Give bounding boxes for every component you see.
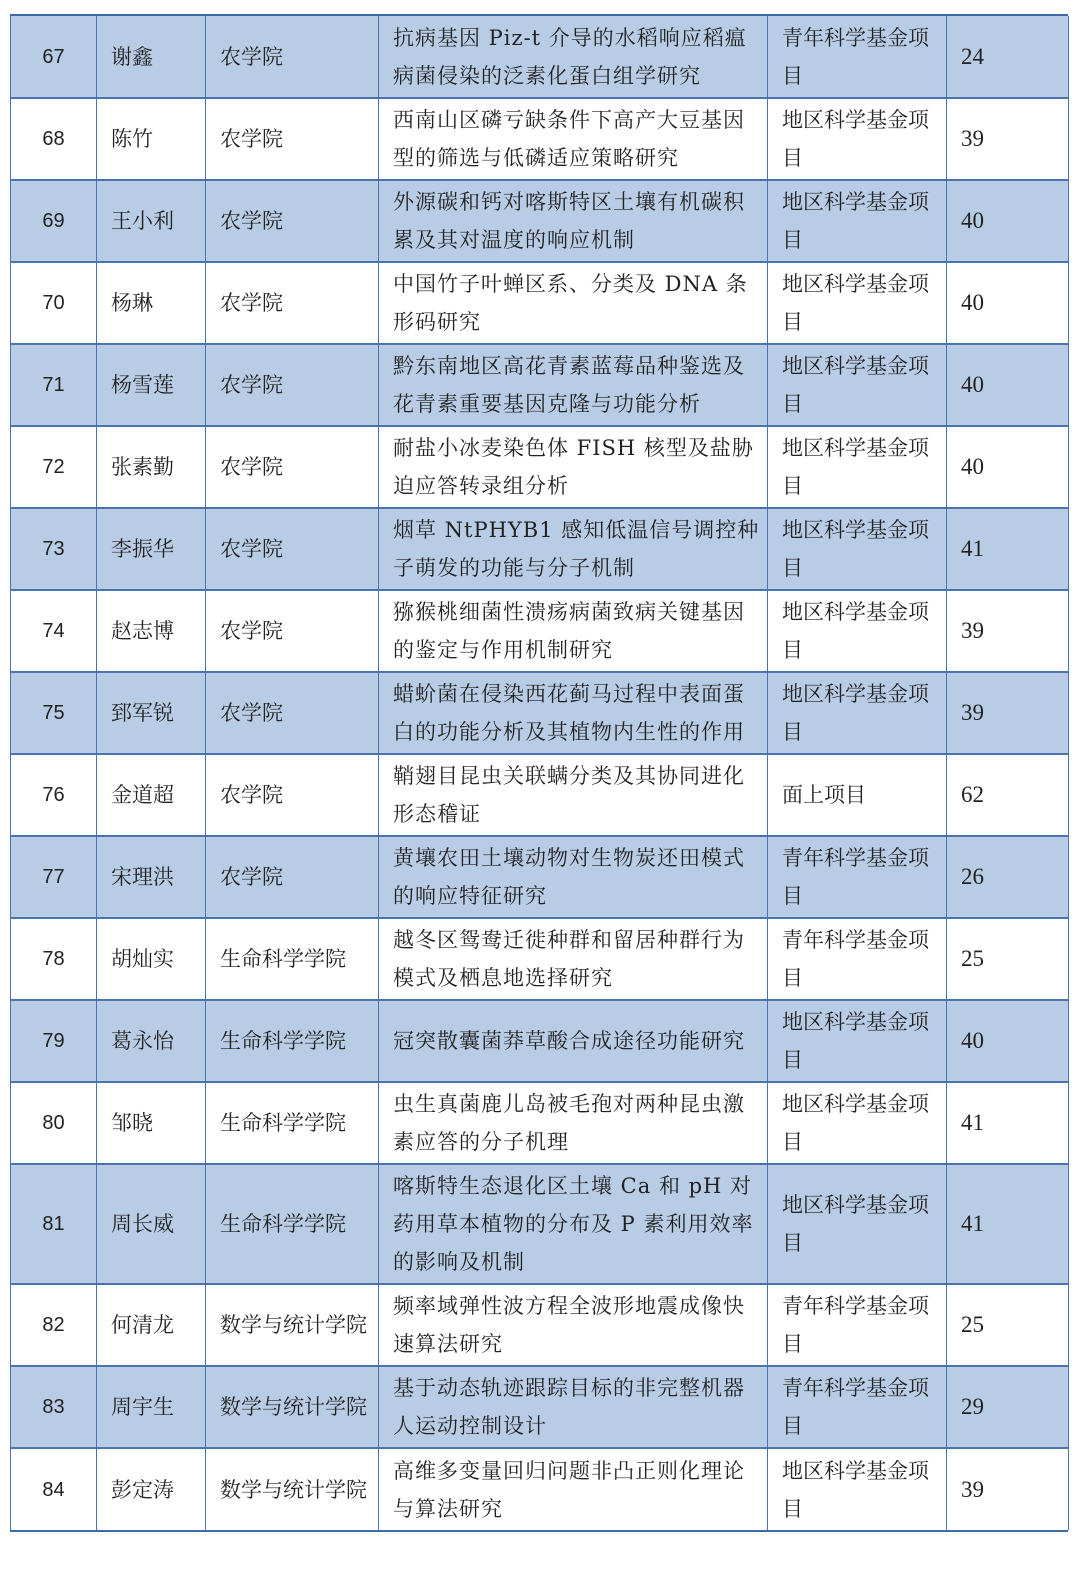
project-type-cell: 面上项目 xyxy=(768,754,947,836)
funding-amount-cell: 25 xyxy=(947,918,1069,1000)
table-row xyxy=(11,836,1069,918)
table-row xyxy=(11,98,1069,180)
project-title-cell: 中国竹子叶蝉区系、分类及 DNA 条形码研究 xyxy=(379,262,768,344)
project-title-cell: 烟草 NtPHYB1 感知低温信号调控种子萌发的功能与分子机制 xyxy=(379,508,768,590)
department-cell: 数学与统计学院 xyxy=(206,1448,379,1530)
funding-amount-cell: 26 xyxy=(947,836,1069,918)
table-row xyxy=(11,508,1069,590)
project-title-cell: 耐盐小冰麦染色体 FISH 核型及盐胁迫应答转录组分析 xyxy=(379,426,768,508)
project-type-cell: 地区科学基金项目 xyxy=(768,590,947,672)
funding-amount-cell: 40 xyxy=(947,180,1069,262)
project-title-cell: 高维多变量回归问题非凸正则化理论与算法研究 xyxy=(379,1448,768,1530)
principal-investigator-cell: 李振华 xyxy=(97,508,206,590)
funding-amount-cell: 40 xyxy=(947,426,1069,508)
project-title-cell: 黔东南地区高花青素蓝莓品种鉴选及花青素重要基因克隆与功能分析 xyxy=(379,344,768,426)
table-row xyxy=(11,426,1069,508)
row-number-cell: 74 xyxy=(11,590,97,672)
principal-investigator-cell: 邹晓 xyxy=(97,1082,206,1164)
row-number-cell: 68 xyxy=(11,98,97,180)
funding-amount-cell: 25 xyxy=(947,1284,1069,1366)
row-number-cell: 81 xyxy=(11,1164,97,1284)
row-number-cell: 80 xyxy=(11,1082,97,1164)
funding-amount-cell: 39 xyxy=(947,1448,1069,1530)
principal-investigator-cell: 王小利 xyxy=(97,180,206,262)
principal-investigator-cell: 葛永怡 xyxy=(97,1000,206,1082)
project-title-cell: 虫生真菌鹿儿岛被毛孢对两种昆虫激素应答的分子机理 xyxy=(379,1082,768,1164)
principal-investigator-cell: 周长威 xyxy=(97,1164,206,1284)
principal-investigator-cell: 周宇生 xyxy=(97,1366,206,1448)
principal-investigator-cell: 宋理洪 xyxy=(97,836,206,918)
funding-amount-cell: 24 xyxy=(947,16,1069,98)
table-row xyxy=(11,918,1069,1000)
grant-table-container xyxy=(10,14,1068,1532)
funding-amount-cell: 39 xyxy=(947,98,1069,180)
row-number-cell: 71 xyxy=(11,344,97,426)
project-type-cell: 地区科学基金项目 xyxy=(768,344,947,426)
funding-amount-cell: 41 xyxy=(947,1082,1069,1164)
table-row xyxy=(11,16,1069,98)
row-number-cell: 77 xyxy=(11,836,97,918)
project-title-cell: 基于动态轨迹跟踪目标的非完整机器人运动控制设计 xyxy=(379,1366,768,1448)
project-type-cell: 地区科学基金项目 xyxy=(768,180,947,262)
department-cell: 农学院 xyxy=(206,262,379,344)
principal-investigator-cell: 杨琳 xyxy=(97,262,206,344)
row-number-cell: 78 xyxy=(11,918,97,1000)
row-number-cell: 84 xyxy=(11,1448,97,1530)
project-type-cell: 地区科学基金项目 xyxy=(768,426,947,508)
row-number-cell: 76 xyxy=(11,754,97,836)
principal-investigator-cell: 彭定涛 xyxy=(97,1448,206,1530)
funding-amount-cell: 62 xyxy=(947,754,1069,836)
funding-amount-cell: 40 xyxy=(947,262,1069,344)
grant-table-body xyxy=(11,16,1069,1530)
principal-investigator-cell: 何清龙 xyxy=(97,1284,206,1366)
project-type-cell: 地区科学基金项目 xyxy=(768,1448,947,1530)
funding-amount-cell: 41 xyxy=(947,1164,1069,1284)
department-cell: 农学院 xyxy=(206,344,379,426)
project-title-cell: 西南山区磷亏缺条件下高产大豆基因型的筛选与低磷适应策略研究 xyxy=(379,98,768,180)
funding-amount-cell: 29 xyxy=(947,1366,1069,1448)
principal-investigator-cell: 杨雪莲 xyxy=(97,344,206,426)
project-title-cell: 蜡蚧菌在侵染西花蓟马过程中表面蛋白的功能分析及其植物内生性的作用 xyxy=(379,672,768,754)
department-cell: 生命科学学院 xyxy=(206,1000,379,1082)
row-number-cell: 82 xyxy=(11,1284,97,1366)
row-number-cell: 83 xyxy=(11,1366,97,1448)
project-title-cell: 频率域弹性波方程全波形地震成像快速算法研究 xyxy=(379,1284,768,1366)
row-number-cell: 72 xyxy=(11,426,97,508)
project-title-cell: 抗病基因 Piz-t 介导的水稻响应稻瘟病菌侵染的泛素化蛋白组学研究 xyxy=(379,16,768,98)
project-title-cell: 喀斯特生态退化区土壤 Ca 和 pH 对药用草本植物的分布及 P 素利用效率的影响及机制 xyxy=(379,1164,768,1284)
row-number-cell: 67 xyxy=(11,16,97,98)
row-number-cell: 79 xyxy=(11,1000,97,1082)
funding-amount-cell: 39 xyxy=(947,672,1069,754)
department-cell: 生命科学学院 xyxy=(206,1082,379,1164)
principal-investigator-cell: 谢鑫 xyxy=(97,16,206,98)
department-cell: 农学院 xyxy=(206,754,379,836)
principal-investigator-cell: 胡灿实 xyxy=(97,918,206,1000)
funding-amount-cell: 40 xyxy=(947,344,1069,426)
grant-list-table xyxy=(10,16,1069,1530)
department-cell: 农学院 xyxy=(206,508,379,590)
department-cell: 农学院 xyxy=(206,590,379,672)
table-row xyxy=(11,180,1069,262)
department-cell: 农学院 xyxy=(206,16,379,98)
department-cell: 农学院 xyxy=(206,426,379,508)
project-type-cell: 青年科学基金项目 xyxy=(768,1284,947,1366)
table-row xyxy=(11,754,1069,836)
table-row xyxy=(11,344,1069,426)
project-type-cell: 地区科学基金项目 xyxy=(768,1082,947,1164)
department-cell: 生命科学学院 xyxy=(206,1164,379,1284)
project-title-cell: 黄壤农田土壤动物对生物炭还田模式的响应特征研究 xyxy=(379,836,768,918)
funding-amount-cell: 41 xyxy=(947,508,1069,590)
table-row xyxy=(11,1284,1069,1366)
department-cell: 生命科学学院 xyxy=(206,918,379,1000)
principal-investigator-cell: 陈竹 xyxy=(97,98,206,180)
funding-amount-cell: 40 xyxy=(947,1000,1069,1082)
table-row xyxy=(11,262,1069,344)
table-row xyxy=(11,590,1069,672)
project-title-cell: 外源碳和钙对喀斯特区土壤有机碳积累及其对温度的响应机制 xyxy=(379,180,768,262)
table-row xyxy=(11,672,1069,754)
project-type-cell: 地区科学基金项目 xyxy=(768,508,947,590)
project-title-cell: 鞘翅目昆虫关联螨分类及其协同进化形态稽证 xyxy=(379,754,768,836)
project-title-cell: 猕猴桃细菌性溃疡病菌致病关键基因的鉴定与作用机制研究 xyxy=(379,590,768,672)
department-cell: 农学院 xyxy=(206,672,379,754)
project-type-cell: 地区科学基金项目 xyxy=(768,1000,947,1082)
principal-investigator-cell: 张素勤 xyxy=(97,426,206,508)
row-number-cell: 69 xyxy=(11,180,97,262)
project-title-cell: 冠突散囊菌莽草酸合成途径功能研究 xyxy=(379,1000,768,1082)
project-type-cell: 青年科学基金项目 xyxy=(768,1366,947,1448)
table-row xyxy=(11,1000,1069,1082)
project-type-cell: 地区科学基金项目 xyxy=(768,98,947,180)
principal-investigator-cell: 赵志博 xyxy=(97,590,206,672)
row-number-cell: 73 xyxy=(11,508,97,590)
project-type-cell: 地区科学基金项目 xyxy=(768,1164,947,1284)
department-cell: 数学与统计学院 xyxy=(206,1284,379,1366)
department-cell: 农学院 xyxy=(206,180,379,262)
table-row xyxy=(11,1448,1069,1530)
funding-amount-cell: 39 xyxy=(947,590,1069,672)
principal-investigator-cell: 郅军锐 xyxy=(97,672,206,754)
table-row xyxy=(11,1366,1069,1448)
project-type-cell: 地区科学基金项目 xyxy=(768,672,947,754)
project-type-cell: 地区科学基金项目 xyxy=(768,262,947,344)
table-row xyxy=(11,1164,1069,1284)
row-number-cell: 70 xyxy=(11,262,97,344)
department-cell: 农学院 xyxy=(206,836,379,918)
project-type-cell: 青年科学基金项目 xyxy=(768,16,947,98)
table-row xyxy=(11,1082,1069,1164)
project-type-cell: 青年科学基金项目 xyxy=(768,836,947,918)
project-type-cell: 青年科学基金项目 xyxy=(768,918,947,1000)
department-cell: 农学院 xyxy=(206,98,379,180)
department-cell: 数学与统计学院 xyxy=(206,1366,379,1448)
project-title-cell: 越冬区鸳鸯迁徙种群和留居种群行为模式及栖息地选择研究 xyxy=(379,918,768,1000)
row-number-cell: 75 xyxy=(11,672,97,754)
principal-investigator-cell: 金道超 xyxy=(97,754,206,836)
